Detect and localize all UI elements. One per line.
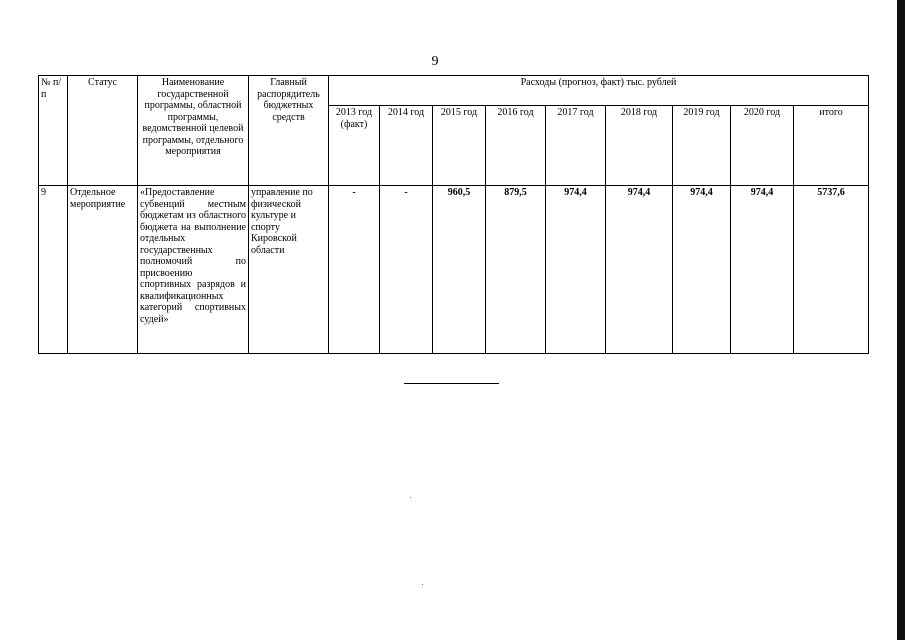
row-num: 9	[39, 186, 68, 354]
value-2017: 974,4	[546, 186, 606, 354]
header-year-2020: 2020 год	[731, 106, 794, 186]
table-row	[39, 186, 869, 354]
header-year-2014: 2014 год	[380, 106, 433, 186]
header-year-2018: 2018 год	[606, 106, 673, 186]
value-2016: 879,5	[486, 186, 546, 354]
header-year-2015: 2015 год	[433, 106, 486, 186]
header-name: Наименование государственной программы, областной программы, ведомственной целевой программы, отдельного мероприятия	[138, 76, 249, 186]
value-2014: -	[380, 186, 433, 354]
header-year-2019: 2019 год	[673, 106, 731, 186]
scan-speck	[410, 497, 411, 498]
header-year-2016: 2016 год	[486, 106, 546, 186]
header-status: Статус	[68, 76, 138, 186]
scan-speck	[422, 584, 423, 585]
expenses-table	[38, 75, 869, 354]
end-divider	[404, 383, 499, 384]
header-distributor: Главный распорядитель бюджетных средств	[249, 76, 329, 186]
header-year-2013: 2013 год (факт)	[329, 106, 380, 186]
row-name: «Предоставление субвенций местным бюджетам из областного бюджета на выполнение отдельных государственных полномочий по присвоению спортивных разрядов и квалификационных категорий спортивных судей»	[138, 186, 249, 354]
header-num: № п/п	[39, 76, 68, 186]
header-total: итого	[794, 106, 869, 186]
value-2013: -	[329, 186, 380, 354]
header-year-2017: 2017 год	[546, 106, 606, 186]
scan-edge-bar	[897, 0, 905, 640]
row-distributor: управление по физической культуре и спорту Кировской области	[249, 186, 329, 354]
value-2019: 974,4	[673, 186, 731, 354]
value-total: 5737,6	[794, 186, 869, 354]
value-2015: 960,5	[433, 186, 486, 354]
header-expenses: Расходы (прогноз, факт) тыс. рублей	[329, 76, 869, 106]
value-2018: 974,4	[606, 186, 673, 354]
row-status: Отдельное мероприятие	[68, 186, 138, 354]
page-number: 9	[431, 54, 439, 69]
value-2020: 974,4	[731, 186, 794, 354]
